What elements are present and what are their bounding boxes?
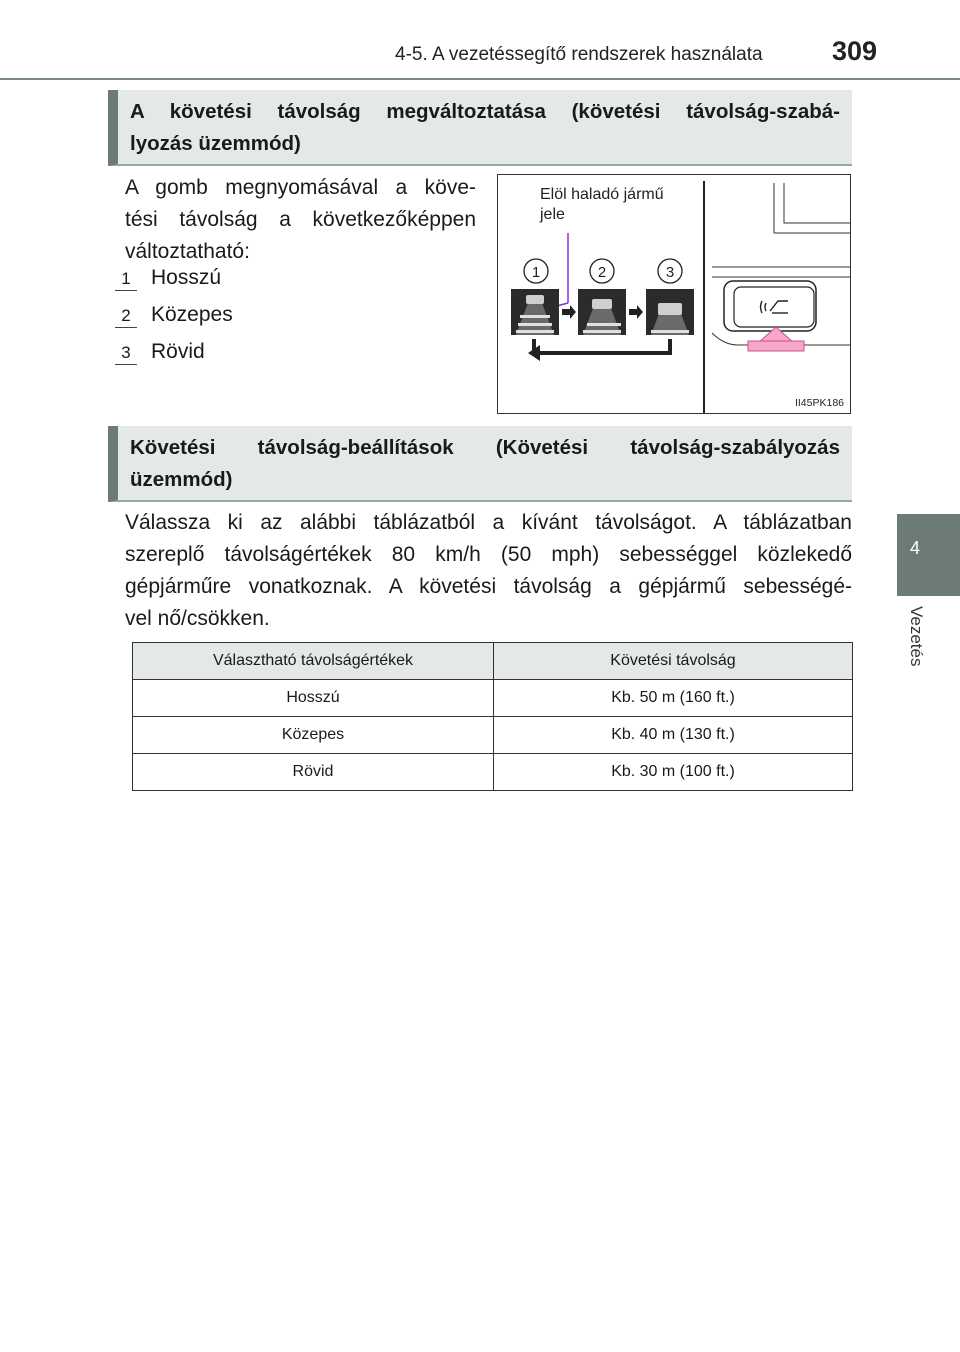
table-header-row <box>133 643 853 680</box>
chapter-tab-number: 4 <box>910 538 921 558</box>
table-cell: Közepes <box>133 717 494 754</box>
chapter-tab-label: Vezetés <box>907 606 926 667</box>
paragraph-line: tési távolság a következőképpen <box>125 208 476 231</box>
list-item-number: 1 <box>115 268 137 291</box>
section-heading-change-distance <box>108 90 852 166</box>
table-cell: Rövid <box>133 754 494 791</box>
callout-line: jele <box>540 206 565 223</box>
chapter-tab <box>897 514 960 596</box>
list-item-label: Rövid <box>151 340 205 363</box>
column-header: Követési távolság <box>494 643 853 680</box>
page-number: 309 <box>832 36 878 66</box>
paragraph-line: szereplő távolságértékek 80 km/h (50 mph) sebességgel közlekedő <box>125 543 852 566</box>
display-panel-medium <box>578 289 626 335</box>
loop-arrow-icon <box>538 339 670 353</box>
header-divider <box>0 78 960 80</box>
list-item-number: 3 <box>115 342 137 365</box>
distance-explanation-paragraph <box>125 507 852 635</box>
illustration-graphic <box>498 175 850 413</box>
arrow-icon <box>562 305 576 319</box>
section-heading-line: Követési távolság-beállítások (Követési távolság-szabályozás <box>130 436 840 459</box>
display-panel-short <box>646 289 694 335</box>
marker-1: 1 <box>531 264 541 281</box>
table-cell: Hosszú <box>133 680 494 717</box>
section-heading-line: A követési távolság megváltoztatása (követési távolság-szabá- <box>130 100 840 123</box>
section-heading-line: lyozás üzemmód) <box>130 132 301 155</box>
table-cell: Kb. 30 m (100 ft.) <box>494 754 853 791</box>
display-panel-long <box>511 289 559 335</box>
paragraph-line: A gomb megnyomásával a köve- <box>125 176 476 199</box>
table-row <box>133 680 853 717</box>
column-header: Választható távolságértékek <box>133 643 494 680</box>
paragraph-line: vel nő/csökken. <box>125 607 270 630</box>
list-item-label: Hosszú <box>151 266 222 289</box>
paragraph-line: Válassza ki az alábbi táblázatból a kívánt távolságot. A táblázatban <box>125 511 852 534</box>
section-heading-distance-settings <box>108 426 852 502</box>
table-cell: Kb. 50 m (160 ft.) <box>494 680 853 717</box>
distance-table <box>132 642 853 791</box>
list-item-number: 2 <box>115 305 137 328</box>
section-heading-line: üzemmód) <box>130 468 233 491</box>
marker-2: 2 <box>597 264 607 281</box>
paragraph-line: gépjárműre vonatkoznak. A követési távolság a gépjármű sebességé- <box>125 575 852 598</box>
paragraph-line: változtatható: <box>125 240 250 263</box>
intro-paragraph <box>125 172 476 268</box>
callout-line: Elöl haladó jármű <box>540 186 664 203</box>
table-row <box>133 717 853 754</box>
distance-switch-illustration <box>497 174 851 414</box>
running-header: 4-5. A vezetéssegítő rendszerek használata <box>395 44 763 65</box>
table-cell: Kb. 40 m (130 ft.) <box>494 717 853 754</box>
table-row <box>133 754 853 791</box>
list-item-label: Közepes <box>151 303 233 326</box>
arrow-icon <box>629 305 643 319</box>
marker-3: 3 <box>665 264 675 281</box>
figure-code: II45PK186 <box>794 397 844 409</box>
